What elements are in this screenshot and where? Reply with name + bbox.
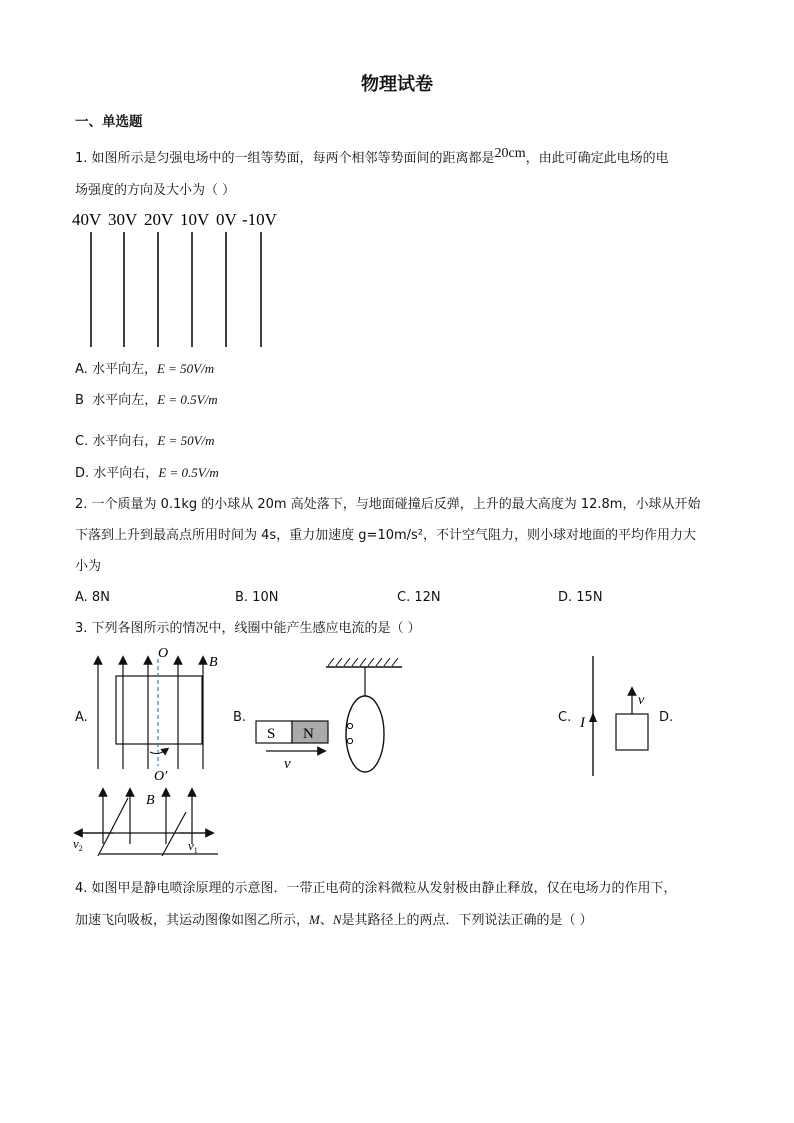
q1-line-2: 场强度的方向及大小为（ ） — [75, 183, 236, 198]
section-heading: 一、单选题 — [75, 114, 143, 130]
option-letter: B — [75, 393, 84, 408]
q3-label-c: C. — [558, 710, 572, 725]
field-label: B — [209, 655, 218, 670]
current-label: I — [580, 715, 585, 731]
q3-label-d: D. — [659, 710, 674, 725]
potential-label: 30V — [108, 210, 138, 229]
option-letter: C. — [75, 434, 89, 449]
axis-label-top: O — [158, 646, 169, 661]
potential-label: 10V — [180, 210, 210, 229]
point-m: M — [309, 912, 320, 927]
loop-terminal — [347, 723, 352, 728]
equipotential-diagram — [68, 204, 298, 354]
q1-option-a — [75, 360, 214, 379]
option-letter: D. — [75, 466, 90, 481]
q4-line-2 — [75, 911, 593, 930]
loop-terminal — [347, 738, 352, 743]
q1-distance: 20cm — [494, 146, 526, 161]
option-direction: 水平向左， — [92, 393, 158, 408]
field-label: B — [146, 793, 155, 808]
q2-option-c: C. 12N — [397, 590, 441, 605]
figure-a-rotating-coil — [88, 644, 224, 784]
figure-c-wire-coil — [578, 654, 658, 779]
q2-line-1: 2. 一个质量为 0.1kg 的小球从 20m 高处落下，与地面碰撞后反弹，上升的最大高度为 12.8m，小球从开始 — [75, 497, 701, 512]
q3-label-a: A. — [75, 710, 88, 725]
v1-label: $v_1$ — [188, 838, 198, 855]
q2-line-2: 下落到上升到最高点所用时间为 4s，重力加速度 g=10m/s²，不计空气阻力，则小球对地面的平均作用力大 — [75, 528, 697, 543]
option-letter: A. — [75, 362, 88, 377]
option-direction: 水平向右， — [93, 466, 159, 481]
q3-label-b: B. — [233, 710, 247, 725]
q4-text-pre: 加速飞向吸板，其运动图像如图乙所示， — [75, 913, 310, 928]
q2-line-3: 小为 — [75, 559, 102, 574]
q1-text-post: ，由此可确定此电场的电 — [525, 151, 669, 166]
option-equation: E = 50V/m — [156, 361, 215, 376]
q3-line-1: 3. 下列各图所示的情况中，线圈中能产生感应电流的是（ ） — [75, 621, 421, 636]
potential-label: 40V — [72, 210, 102, 229]
option-equation: E = 0.5V/m — [157, 392, 218, 407]
option-equation: E = 0.5V/m — [158, 465, 219, 480]
velocity-label: v — [284, 756, 291, 772]
current-direction-icon — [589, 712, 597, 722]
q2-option-b: B. 10N — [235, 590, 279, 605]
page-title: 物理试卷 — [361, 74, 433, 95]
axis-label-bottom: O′ — [154, 769, 168, 784]
q4-line-1: 4. 如图甲是静电喷涂原理的示意图．一带正电荷的涂料微粒从发射极由静止释放，仅在电场力的作用下， — [75, 881, 677, 896]
q1-option-c — [75, 432, 215, 451]
coil — [116, 676, 202, 744]
coil — [616, 714, 648, 750]
figure-d-sliding-rails — [70, 786, 220, 858]
magnet-s-label: S — [267, 726, 276, 742]
potential-label: 0V — [216, 210, 237, 229]
q2-option-a: A. 8N — [75, 590, 110, 605]
hanging-loop — [346, 696, 384, 772]
potential-label: 20V — [144, 210, 174, 229]
q1-option-d — [75, 464, 219, 483]
velocity-label: v — [638, 693, 645, 708]
point-n: N — [332, 912, 342, 927]
v2-label: $v_2$ — [73, 836, 83, 853]
q4-text-post: 是其路径上的两点．下列说法正确的是（ ） — [341, 913, 593, 928]
q1-line-1 — [75, 146, 669, 168]
q4-separator: 、 — [319, 913, 333, 928]
potential-label: -10V — [242, 210, 277, 229]
q2-option-d: D. 15N — [558, 590, 603, 605]
magnet-n-label: N — [303, 726, 314, 742]
figure-b-magnet-loop — [252, 654, 412, 784]
option-equation: E = 50V/m — [157, 433, 215, 448]
option-direction: 水平向左， — [91, 362, 157, 377]
q1-option-b — [75, 391, 218, 410]
option-direction: 水平向右， — [92, 434, 158, 449]
q1-text-pre: 1. 如图所示是匀强电场中的一组等势面，每两个相邻等势面间的距离都是 — [75, 151, 495, 166]
